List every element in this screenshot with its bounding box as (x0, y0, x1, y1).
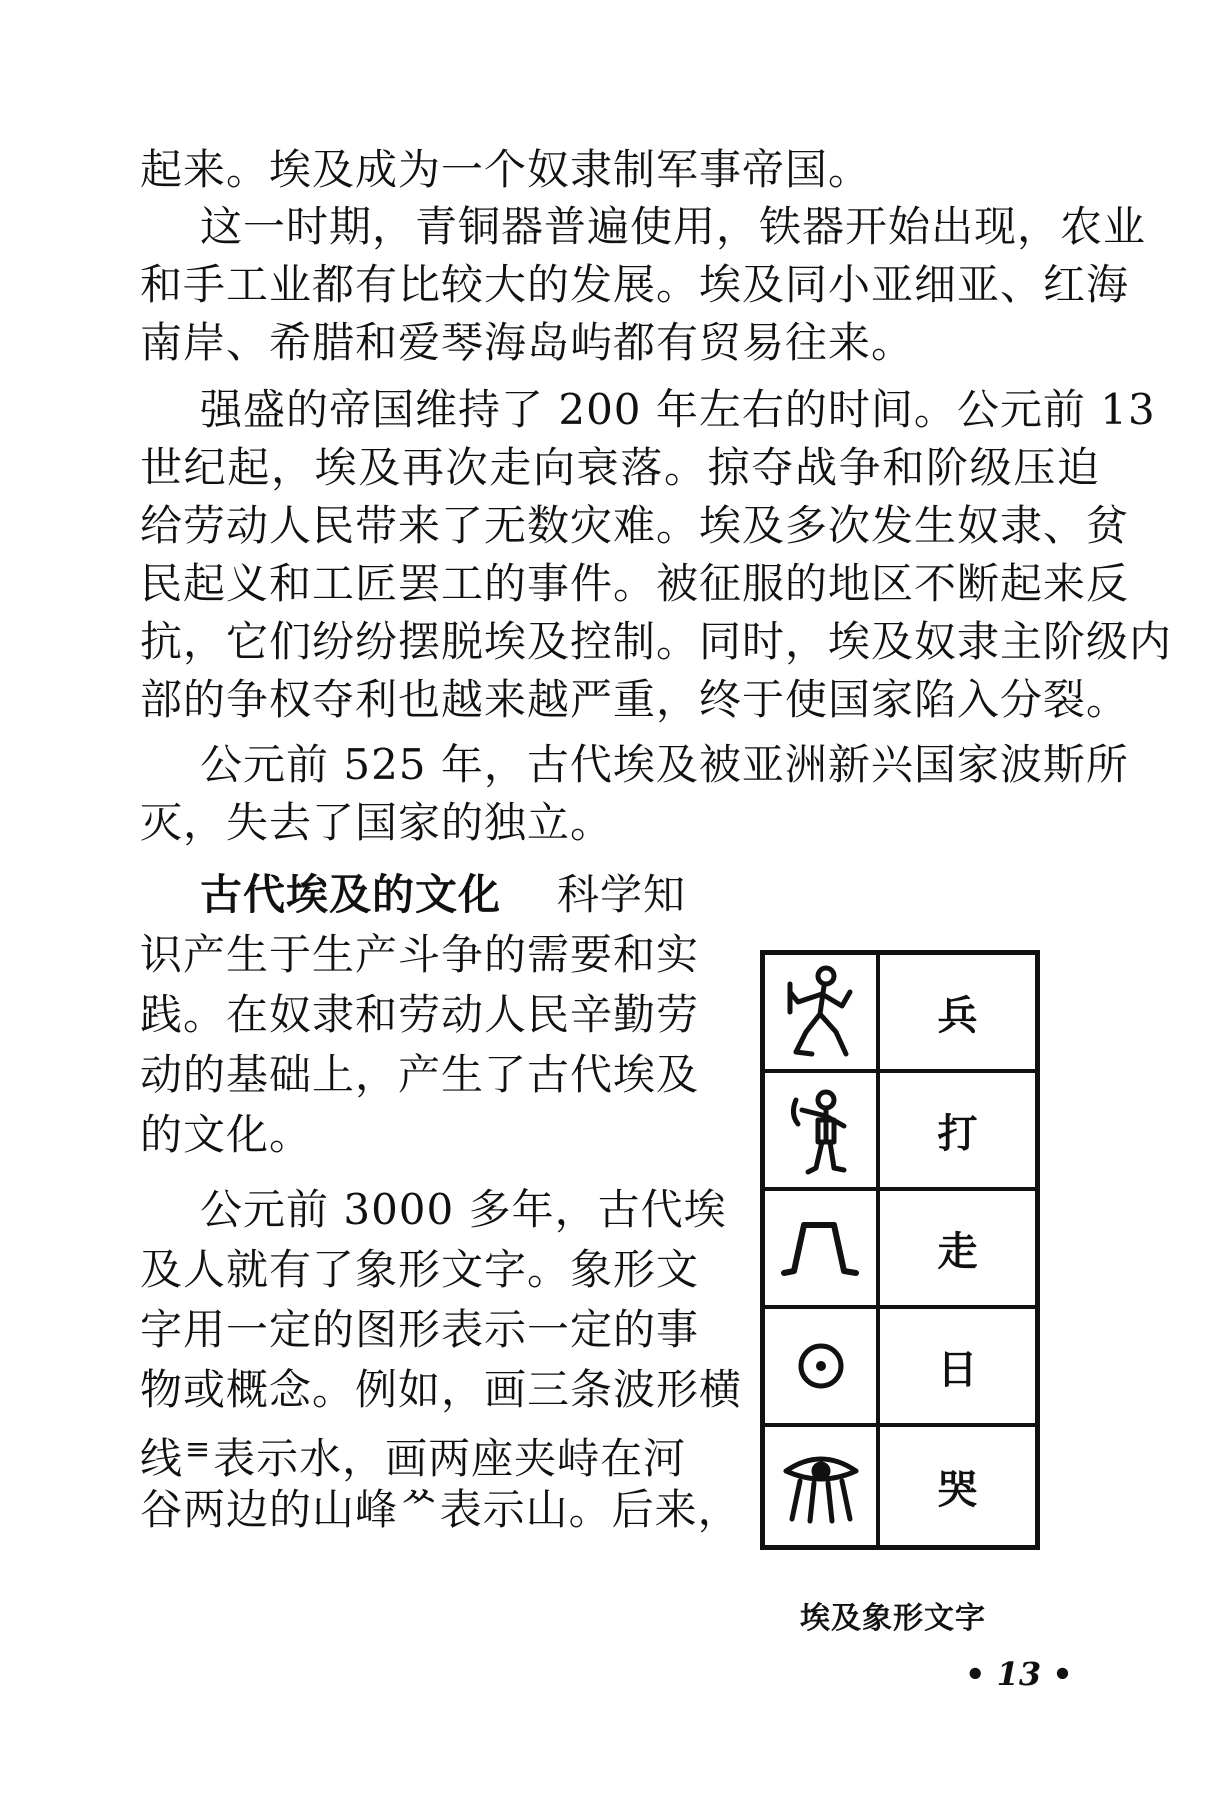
beating-man-hieroglyph-icon (765, 1073, 880, 1187)
walking-legs-hieroglyph-icon (765, 1191, 880, 1305)
text-line: 动的基础上，产生了古代埃及 (140, 1050, 700, 1099)
page-number: • 13 • (965, 1655, 1073, 1693)
text-line: 这一时期，青铜器普遍使用，铁器开始出现，农业 (200, 202, 1147, 251)
sun-hieroglyph-icon (765, 1309, 880, 1423)
text-line: 世纪起，埃及再次走向衰落。掠夺战争和阶级压迫 (140, 443, 1100, 492)
figure-row (765, 1073, 1035, 1191)
text-line: 强盛的帝国维持了 200 年左右的时间。公元前 13 (200, 385, 1156, 434)
weeping-eye-hieroglyph-icon (765, 1427, 880, 1545)
figure-row (765, 955, 1035, 1073)
hieroglyph-figure (760, 950, 1040, 1550)
text-line: 给劳动人民带来了无数灾难。埃及多次发生奴隶、贫 (140, 501, 1130, 550)
text-line: 起来。埃及成为一个奴隶制军事帝国。 (140, 145, 872, 194)
figure-row (765, 1191, 1035, 1309)
water-glyph: ≡ (185, 1432, 212, 1467)
text-line (140, 1480, 741, 1540)
figure-char: 走 (937, 1228, 978, 1275)
text-line: 及人就有了象形文字。象形文 (140, 1245, 700, 1294)
text-line: 民起义和工匠罢工的事件。被征服的地区不断起来反 (140, 559, 1130, 608)
section-heading-line (200, 865, 686, 925)
figure-row (765, 1427, 1035, 1545)
figure-char: 兵 (937, 992, 978, 1039)
text-fragment: 表示山。后来， (439, 1485, 741, 1534)
figure-char: 日 (937, 1346, 978, 1393)
soldier-hieroglyph-icon (765, 955, 880, 1069)
text-line: 和手工业都有比较大的发展。埃及同小亚细亚、红海 (140, 260, 1130, 309)
figure-row (765, 1309, 1035, 1427)
text-line: 南岸、希腊和爱琴海岛屿都有贸易往来。 (140, 318, 915, 367)
text-fragment: 谷两边的山峰 (140, 1485, 399, 1534)
text-line: 部的争权夺利也越来越严重，终于使国家陷入分裂。 (140, 675, 1130, 724)
text-line: 灭，失去了国家的独立。 (140, 798, 614, 847)
section-heading: 古代埃及的文化 (200, 870, 502, 919)
figure-char: 打 (937, 1110, 978, 1157)
text-fragment: 科学知 (556, 870, 686, 919)
text-line: 抗，它们纷纷摆脱埃及控制。同时，埃及奴隶主阶级内 (140, 617, 1173, 666)
text-line (140, 1420, 686, 1489)
text-fragment: 表示水，画两座夹峙在河 (213, 1434, 687, 1483)
text-line: 公元前 525 年，古代埃及被亚洲新兴国家波斯所 (200, 740, 1129, 789)
text-line: 的文化。 (140, 1110, 313, 1159)
text-line: 字用一定的图形表示一定的事 (140, 1305, 700, 1354)
text-line: 公元前 3000 多年，古代埃 (200, 1185, 727, 1234)
text-line: 物或概念。例如，画三条波形横 (140, 1365, 743, 1414)
figure-char: 哭 (937, 1466, 978, 1513)
text-fragment: 线 (140, 1434, 184, 1483)
text-line: 识产生于生产斗争的需要和实 (140, 930, 700, 979)
text-line: 践。在奴隶和劳动人民辛勤劳 (140, 990, 700, 1039)
mountain-glyph: ᄊ (398, 1485, 440, 1534)
figure-caption: 埃及象形文字 (800, 1601, 986, 1636)
